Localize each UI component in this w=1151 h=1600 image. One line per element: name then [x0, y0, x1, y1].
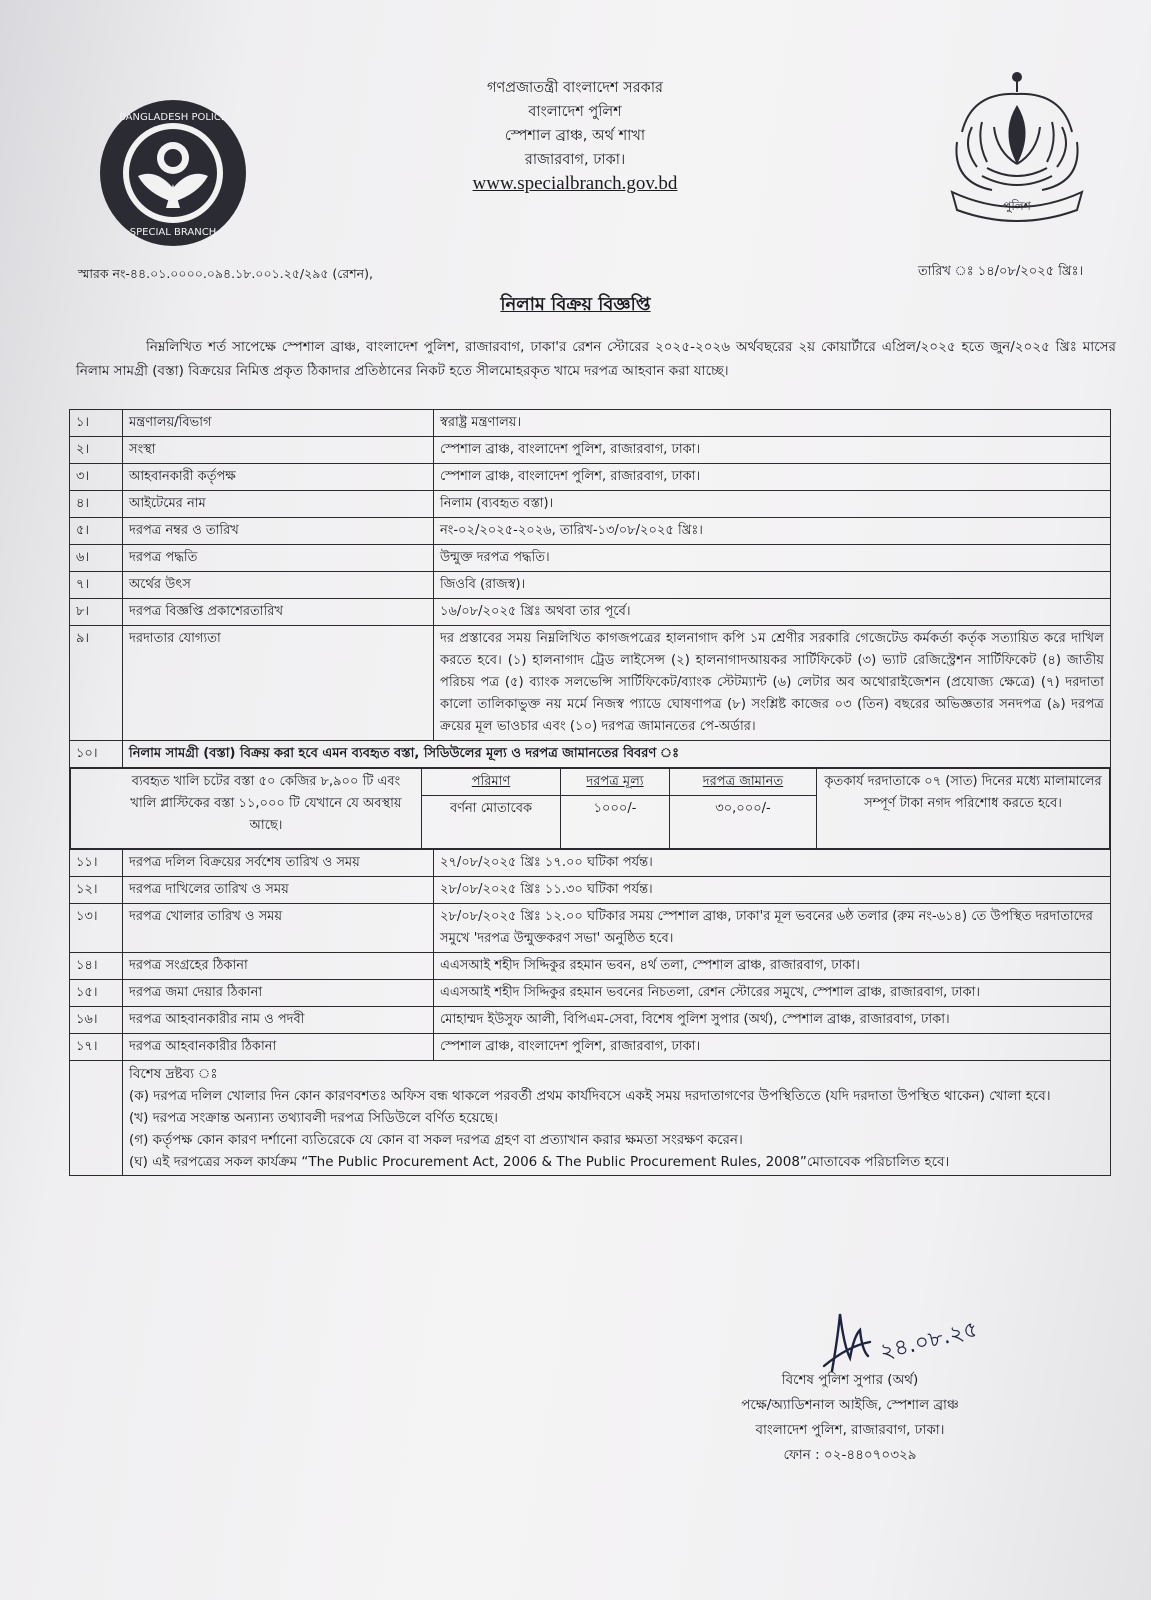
- row-label: দরপত্র জমা দেয়ার ঠিকানা: [123, 980, 434, 1007]
- row-label: দরপত্র দলিল বিক্রয়ের সর্বশেষ তারিখ ও সময়: [123, 850, 434, 877]
- row-value: ১৬/০৮/২০২৫ খ্রিঃ অথবা তার পূর্বে।: [434, 599, 1111, 626]
- row-number: ৬।: [70, 545, 123, 572]
- row-number: ৩।: [70, 464, 123, 491]
- item-detail-row: [70, 768, 1111, 850]
- row-value: স্পেশাল ব্রাঞ্চ, বাংলাদেশ পুলিশ, রাজারবাগ, ঢাকা।: [434, 464, 1111, 491]
- row-number: ৭।: [70, 572, 123, 599]
- handwritten-signature: [720, 1306, 980, 1376]
- row-number: ৪।: [70, 491, 123, 518]
- row-number: ১৫।: [70, 980, 123, 1007]
- dept-name: বাংলাদেশ পুলিশ: [528, 104, 622, 120]
- item-detail-table: [70, 768, 1110, 849]
- svg-text:২৪.০৮.২৫: ২৪.০৮.২৫: [877, 1316, 980, 1366]
- row-value: এএসআই শহীদ সিদ্দিকুর রহমান ভবন, ৪র্থ তলা, স্পেশাল ব্রাঞ্চ, রাজারবাগ, ঢাকা।: [434, 953, 1111, 980]
- security-value: ৩০,০০০/-: [670, 796, 817, 849]
- row-label: সংস্থা: [123, 437, 434, 464]
- signatory-phone: ফোন : ০২-৪৪০৭০৩২৯: [783, 1447, 917, 1463]
- notes-heading: বিশেষ দ্রষ্টব্য ঃ: [129, 1066, 218, 1082]
- table-row: [70, 953, 1111, 980]
- price-header: দরপত্র মূল্য: [561, 769, 670, 796]
- memo-number: স্মারক নং-৪৪.০১.০০০০.০৯৪.১৮.০০১.২৫/২৯৫ (রেশন),: [78, 266, 373, 281]
- row-label: দরপত্র আহবানকারীর নাম ও পদবী: [123, 1007, 434, 1034]
- row-value: এএসআই শহীদ সিদ্দিকুর রহমান ভবনের নিচতলা, রেশন স্টোরের সমুখে, স্পেশাল ব্রাঞ্চ, রাজারবাগ, ঢাকা।: [434, 980, 1111, 1007]
- row-label: আহবানকারী কর্তৃপক্ষ: [123, 464, 434, 491]
- row-number: ১৬।: [70, 1007, 123, 1034]
- row-value: স্পেশাল ব্রাঞ্চ, বাংলাদেশ পুলিশ, রাজারবাগ, ঢাকা।: [434, 437, 1111, 464]
- website-link[interactable]: www.specialbranch.gov.bd: [472, 173, 678, 194]
- tender-details-table: [69, 409, 1111, 1176]
- bangladesh-police-emblem: [932, 72, 1102, 222]
- row-number: ৫।: [70, 518, 123, 545]
- row-number: ১৪।: [70, 953, 123, 980]
- signatory-title: বিশেষ পুলিশ সুপার (অর্থ): [781, 1372, 919, 1388]
- row-number: ১০।: [70, 741, 123, 768]
- table-row: [70, 518, 1111, 545]
- special-branch-logo: [98, 98, 248, 248]
- row-label: দরপত্র বিজ্ঞপ্তি প্রকাশেরতারিখ: [123, 599, 434, 626]
- row-label: মন্ত্রণালয়/বিভাগ: [123, 410, 434, 437]
- row-number: ১১।: [70, 850, 123, 877]
- note-item: (ক) দরপত্র দলিল খোলার দিন কোন কারণবশতঃ অফিস বন্ধ থাকলে পরবর্তী প্রথম কার্যদিবসে একই সময় দরদাতাগণের উপস্থিতিতে (যদি দরদাতা উপস্থিত থাকেন) খোলা হবে।: [129, 1088, 1051, 1104]
- row-label: দরপত্র পদ্ধতি: [123, 545, 434, 572]
- row-heading: নিলাম সামগ্রী (বস্তা) বিক্রয় করা হবে এমন ব্যবহৃত বস্তা, সিডিউলের মূল্য ও দরপত্র জামানতের বিবরণ ঃ: [123, 741, 1111, 768]
- svg-text:BANGLADESH POLICE: BANGLADESH POLICE: [118, 112, 228, 123]
- row-label: আইটেমের নাম: [123, 491, 434, 518]
- note-item: (গ) কর্তৃপক্ষ কোন কারণ দর্শানো ব্যতিরেকে যে কোন বা সকল দরপত্র গ্রহণ বা প্রত্যাখান করার ক্ষমতা সংরক্ষণ করেন।: [129, 1132, 743, 1148]
- table-row: [70, 572, 1111, 599]
- table-row: [70, 741, 1111, 768]
- branch-name: স্পেশাল ব্রাঞ্চ, অর্থ শাখা: [504, 128, 646, 144]
- quantity-value: বর্ণনা মোতাবেক: [422, 796, 561, 849]
- row-label: দরপত্র দাখিলের তারিখ ও সময়: [123, 877, 434, 904]
- signatory-office: বাংলাদেশ পুলিশ, রাজারবাগ, ঢাকা।: [755, 1422, 945, 1438]
- row-number: ৮।: [70, 599, 123, 626]
- special-notes: [123, 1061, 1111, 1176]
- intro-paragraph: নিম্নলিখিত শর্ত সাপেক্ষে স্পেশাল ব্রাঞ্চ, বাংলাদেশ পুলিশ, রাজারবাগ, ঢাকা'র রেশন স্টোরের ২০২৫-২০২৬ অর্থবছরের ২য় কোয়ার্টারে এপ্রিল/২০২৫ হতে জুন/২০২৫ খ্রিঃ মাসের নিলাম সামগ্রী (বস্তা) বিক্রয়ের নিমিত্ত প্রকৃত ঠিকাদার প্রতিষ্ঠানের নিকট হতে সীলমোহরকৃত খামে দরপত্র আহবান করা যাচ্ছে।: [76, 339, 1116, 379]
- row-label: দরদাতার যোগ্যতা: [123, 626, 434, 741]
- note-item: (ঘ) এই দরপত্রের সকল কার্যক্রম “The Public Procurement Act, 2006 & The Public Procurement Rules, 2008”মোতাবেক পরিচালিত হবে।: [129, 1154, 950, 1170]
- row-value: ২৭/০৮/২০২৫ খ্রিঃ ১৭.০০ ঘটিকা পর্যন্ত।: [434, 850, 1111, 877]
- row-number: ১৩।: [70, 904, 123, 953]
- table-row: [70, 545, 1111, 572]
- quantity-header: পরিমাণ: [422, 769, 561, 796]
- govt-name: গণপ্রজাতন্ত্রী বাংলাদেশ সরকার: [486, 80, 663, 96]
- table-row: [70, 850, 1111, 877]
- row-label: দরপত্র আহবানকারীর ঠিকানা: [123, 1034, 434, 1061]
- notes-row: [70, 1061, 1111, 1176]
- table-row: [70, 626, 1111, 741]
- row-value: ২৮/০৮/২০২৫ খ্রিঃ ১২.০০ ঘটিকার সময় স্পেশাল ব্রাঞ্চ, ঢাকা'র মূল ভবনের ৬ষ্ঠ তলার (রুম নং-৬১৪) তে উপস্থিত দরদাতাদের সমুখে 'দরপত্র উন্মুক্তকরণ সভা' অনুষ্ঠিত হবে।: [434, 904, 1111, 953]
- row-value: দর প্রস্তাবের সময় নিম্নলিখিত কাগজপত্রের হালনাগাদ কপি ১ম শ্রেণীর সরকারি গেজেটেড কর্মকর্তা কর্তৃক সত্যায়িত করে দাখিল করতে হবে। (১) হালনাগাদ ট্রেড লাইসেন্স (২) হালনাগাদআয়কর সার্টিফিকেট (৩) ভ্যাট রেজিস্ট্রেশন সার্টিফিকেট (৪) জাতীয় পরিচয় পত্র (৫) ব্যাংক সলভেন্সি সার্টিফিকেট/ব্যাংক স্টেটম্যান্ট (৬) লেটার অব অথোরাইজেশন (প্রযোজ্য ক্ষেত্রে) (৭) দরদাতা কালো তালিকাভুক্ত নয় মর্মে নিজস্ব প্যাডে ঘোষণাপত্র (৮) সংশ্লিষ্ট কাজের ০৩ (তিন) বছরের অভিজ্ঞতার সনদপত্র (৯) দরপত্র ক্রয়ের মূল ভাওচার এবং (১০) দরপত্র জামানতের পে-অর্ডার।: [434, 626, 1111, 741]
- note-item: (খ) দরপত্র সংক্রান্ত অন্যান্য তথ্যাবলী দরপত্র সিডিউলে বর্ণিত হয়েছে।: [129, 1110, 499, 1126]
- table-row: [70, 904, 1111, 953]
- row-value: স্বরাষ্ট্র মন্ত্রণালয়।: [434, 410, 1111, 437]
- row-number: ১৭।: [70, 1034, 123, 1061]
- row-value: নং-০২/২০২৫-২০২৬, তারিখ-১৩/০৮/২০২৫ খ্রিঃ।: [434, 518, 1111, 545]
- payment-note: কৃতকার্য দরদাতাকে ০৭ (সাত) দিনের মধ্যে মালামালের সম্পূর্ণ টাকা নগদ পরিশোধ করতে হবে।: [817, 769, 1110, 849]
- row-value: ২৮/০৮/২০২৫ খ্রিঃ ১১.৩০ ঘটিকা পর্যন্ত।: [434, 877, 1111, 904]
- office-address: রাজারবাগ, ঢাকা।: [524, 152, 626, 168]
- svg-text:পুলিশ: পুলিশ: [1003, 199, 1031, 213]
- row-value: নিলাম (ব্যবহৃত বস্তা)।: [434, 491, 1111, 518]
- table-row: [70, 464, 1111, 491]
- table-row: [70, 980, 1111, 1007]
- table-row: [70, 410, 1111, 437]
- row-number: ১২।: [70, 877, 123, 904]
- table-row: [70, 437, 1111, 464]
- table-row: [70, 877, 1111, 904]
- row-number: ২।: [70, 437, 123, 464]
- row-value: স্পেশাল ব্রাঞ্চ, বাংলাদেশ পুলিশ, রাজারবাগ, ঢাকা।: [434, 1034, 1111, 1061]
- table-row: [70, 491, 1111, 518]
- price-value: ১০০০/-: [561, 796, 670, 849]
- row-label: দরপত্র নম্বর ও তারিখ: [123, 518, 434, 545]
- row-value: মোহাম্মদ ইউসুফ আলী, বিপিএম-সেবা, বিশেষ পুলিশ সুপার (অর্থ), স্পেশাল ব্রাঞ্চ, রাজারবাগ, ঢাকা।: [434, 1007, 1111, 1034]
- notice-title-text: নিলাম বিক্রয় বিজ্ঞপ্তি: [500, 294, 651, 315]
- signatory-on-behalf: পক্ষে/অ্যাডিশনাল আইজি, স্পেশাল ব্রাঞ্চ: [741, 1397, 959, 1413]
- row-value: উন্মুক্ত দরপত্র পদ্ধতি।: [434, 545, 1111, 572]
- row-label: অর্থের উৎস: [123, 572, 434, 599]
- row-label: দরপত্র খোলার তারিখ ও সময়: [123, 904, 434, 953]
- svg-text:SPECIAL BRANCH: SPECIAL BRANCH: [129, 227, 217, 238]
- table-row: [70, 1034, 1111, 1061]
- security-header: দরপত্র জামানত: [670, 769, 817, 796]
- signatory-block: [690, 1368, 1010, 1468]
- notice-date: তারিখ ঃ ১৪/০৮/২০২৫ খ্রিঃ।: [918, 264, 1084, 279]
- row-number: ১।: [70, 410, 123, 437]
- row-number: ৯।: [70, 626, 123, 741]
- table-row: [70, 599, 1111, 626]
- item-description: ব্যবহৃত খালি চটের বস্তা ৫০ কেজির ৮,৯০০ টি এবং খালি প্লাস্টিকের বস্তা ১১,০০০ টি যেখানে যে অবস্থায় আছে।: [71, 769, 422, 849]
- table-row: [70, 1007, 1111, 1034]
- row-label: দরপত্র সংগ্রহের ঠিকানা: [123, 953, 434, 980]
- notice-title: [0, 290, 1151, 321]
- letterhead: [340, 76, 810, 196]
- row-value: জিওবি (রাজস্ব)।: [434, 572, 1111, 599]
